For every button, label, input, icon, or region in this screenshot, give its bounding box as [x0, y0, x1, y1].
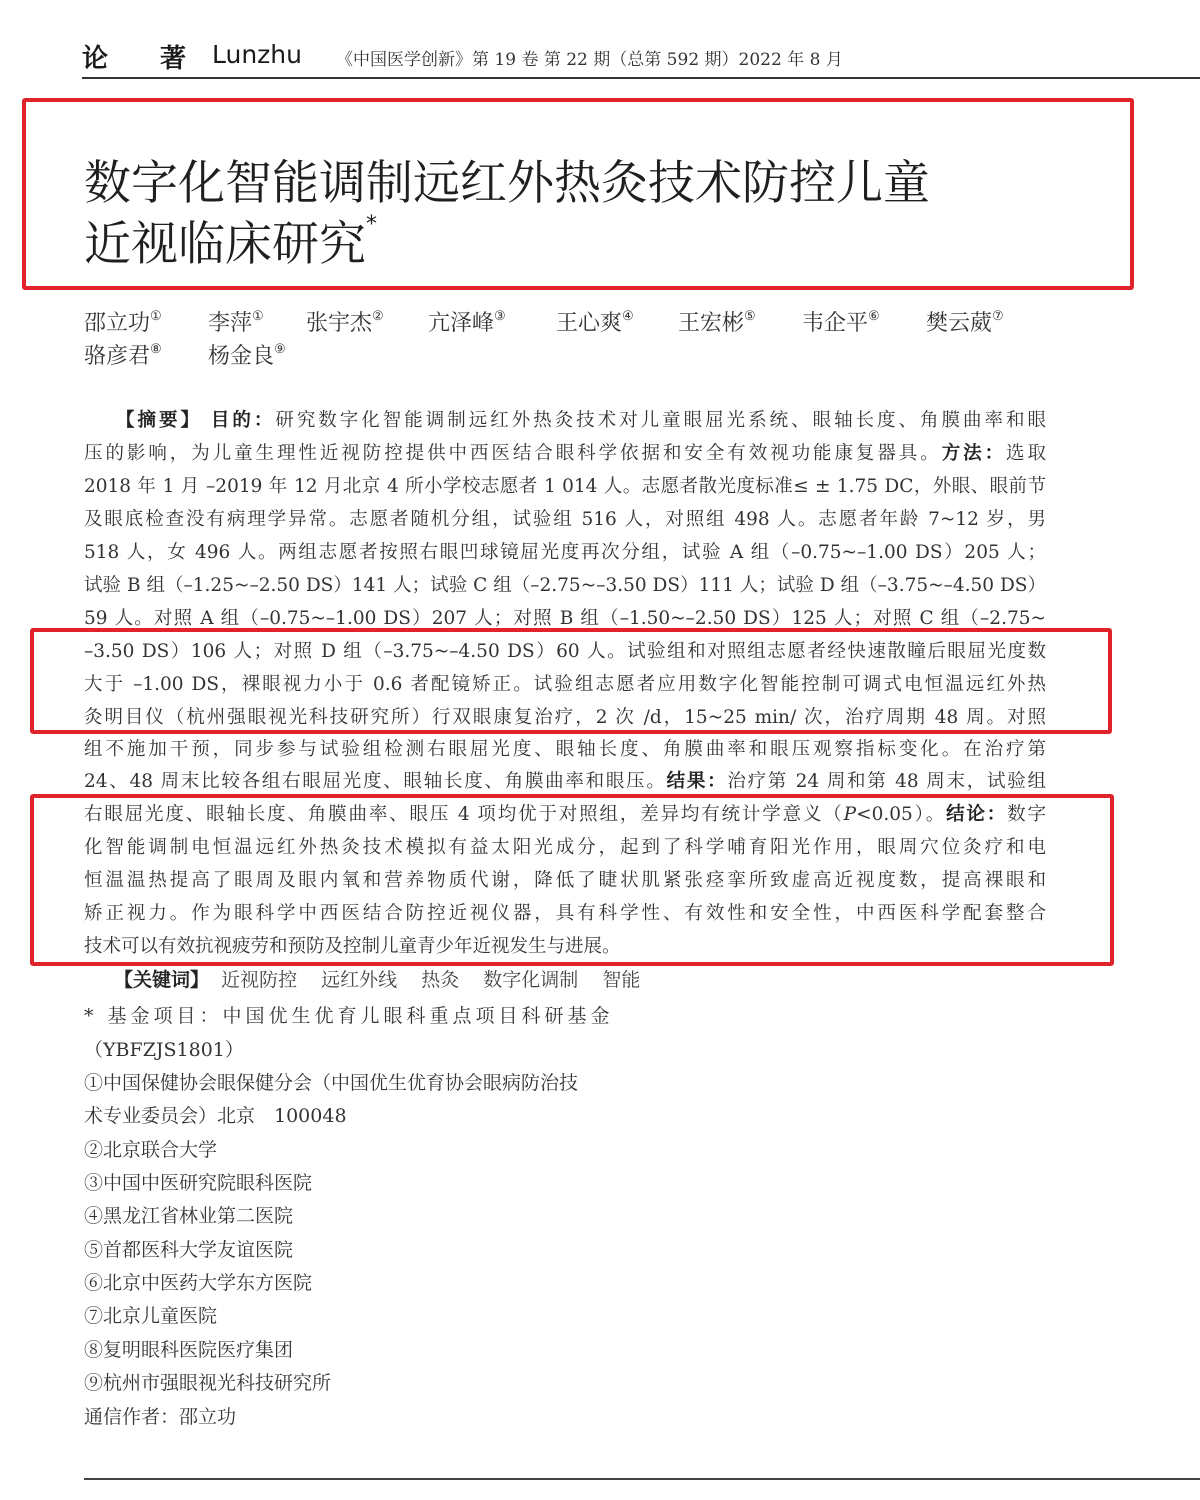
author-name: 骆彦君 [84, 344, 151, 369]
section-label: 论 著 [82, 44, 187, 74]
journal-info: 《中国医学创新》第 19 卷 第 22 期（总第 592 期）2022 年 8 月 [336, 50, 843, 70]
abstract-text: 24、48 周末比较各组右眼屈光度、眼轴长度、角膜曲率和眼压。 [84, 771, 667, 792]
keyword: 数字化调制 [483, 969, 579, 991]
author [208, 339, 286, 370]
results-label: 结果： [666, 771, 728, 792]
author-name: 樊云葳 [926, 311, 993, 336]
conclusion-label: 结论： [946, 804, 1008, 825]
abstract-heading: 【摘要】 [116, 410, 202, 431]
affiliation: ④黑龙江省林业第二医院 [84, 1205, 294, 1227]
keyword: 近视防控 [221, 969, 298, 991]
funding-note: * 基金项目：中国优生优育儿眼科重点项目科研基金 [84, 1005, 614, 1027]
affiliation: ⑥北京中医药大学东方医院 [84, 1272, 313, 1294]
abstract-line [84, 439, 1046, 465]
keyword: 智能 [602, 969, 641, 991]
affiliation: ③中国中医研究院眼科医院 [84, 1172, 313, 1194]
abstract-text: 压的影响，为儿童生理性近视防控提供中西医结合眼科学依据和安全有效视功能康复器具。 [84, 443, 942, 464]
abstract-text: 选取 [1006, 443, 1046, 464]
title-footnote-marker: * [366, 212, 377, 238]
author-affiliation-mark: ④ [622, 308, 634, 324]
abstract-line: –3.50 DS）106 人；对照 D 组（–3.75~–4.50 DS）60 人。试验组和对照组志愿者经快速散瞳后眼屈光度数 [84, 641, 1046, 662]
section-label-latin: Lunzhu [212, 40, 302, 69]
abstract-line: 518 人，女 496 人。两组志愿者按照右眼凹球镜屈光度再次分组，试验 A 组（–0.75~–1.00 DS）205 人； [84, 542, 1046, 563]
author [84, 339, 162, 370]
paper-title-text: 近视临床研究 [84, 217, 366, 272]
abstract-line [84, 767, 1046, 793]
author-affiliation-mark: ① [252, 308, 264, 324]
abstract-line: 矫正视力。作为眼科学中西医结合防控近视仪器，具有科学性、有效性和安全性，中西医科学配套整合 [84, 903, 1046, 924]
author-name: 张宇杰 [306, 311, 373, 336]
author [84, 306, 162, 337]
abstract-text: 研究数字化智能调制远红外热灸技术对儿童眼屈光系统、眼轴长度、角膜曲率和眼 [275, 410, 1046, 431]
affiliation: ⑦北京儿童医院 [84, 1305, 218, 1327]
affiliation: ①中国保健协会眼保健分会（中国优生优育协会眼病防治技 [84, 1072, 579, 1094]
abstract-line [84, 800, 1046, 826]
author [208, 306, 264, 337]
keywords-label: 【关键词】 [114, 969, 210, 991]
affiliation: ②北京联合大学 [84, 1139, 218, 1161]
abstract-text: 数字 [1007, 804, 1046, 825]
abstract-text: 右眼屈光度、眼轴长度、角膜曲率、眼压 4 项均优于对照组，差异均有统计学意义（ [84, 804, 844, 825]
paper-title-line-2 [84, 207, 377, 274]
footer-rule [84, 1478, 1200, 1480]
author [802, 306, 880, 337]
author-name: 韦企平 [802, 311, 869, 336]
paper-title-line-1: 数字化智能调制远红外热灸技术防控儿童 [84, 156, 930, 211]
author-affiliation-mark: ⑤ [744, 308, 756, 324]
abstract-line: 59 人。对照 A 组（–0.75~–1.00 DS）207 人；对照 B 组（–1.50~–2.50 DS）125 人；对照 C 组（–2.75~ [84, 608, 1046, 629]
author-affiliation-mark: ⑧ [150, 341, 162, 357]
affiliation: ⑤首都医科大学友谊医院 [84, 1239, 294, 1261]
keyword: 热灸 [421, 969, 460, 991]
author [926, 306, 1004, 337]
author [306, 306, 384, 337]
corresponding-author: 通信作者：邵立功 [84, 1406, 237, 1428]
affiliation: ⑧复明眼科医院医疗集团 [84, 1339, 294, 1361]
author [428, 306, 506, 337]
abstract-line: 2018 年 1 月 –2019 年 12 月北京 4 所小学校志愿者 1 014 人。志愿者散光度标准≤ ± 1.75 DC，外眼、眼前节 [84, 476, 1046, 497]
author-name: 杨金良 [208, 344, 275, 369]
author-name: 邵立功 [84, 311, 151, 336]
abstract-line: 试验 B 组（–1.25~–2.50 DS）141 人；试验 C 组（–2.75~–3.50 DS）111 人；试验 D 组（–3.75~–4.50 DS） [84, 575, 1046, 596]
author-affiliation-mark: ③ [494, 308, 506, 324]
keyword: 远红外线 [321, 969, 398, 991]
abstract-line: 及眼底检查没有病理学异常。志愿者随机分组，试验组 516 人，对照组 498 人。志愿者年龄 7~12 岁，男 [84, 509, 1046, 530]
abstract-line: 技术可以有效抗视疲劳和预防及控制儿童青少年近视发生与进展。 [84, 936, 621, 957]
abstract-line: 组不施加干预，同步参与试验组检测右眼屈光度、眼轴长度、角膜曲率和眼压观察指标变化。在治疗第 [84, 739, 1046, 760]
abstract-line: 化智能调制电恒温远红外热灸技术模拟有益太阳光成分，起到了科学哺育阳光作用，眼周穴位灸疗和电 [84, 837, 1046, 858]
abstract-line [116, 406, 1046, 432]
author-affiliation-mark: ⑨ [274, 341, 286, 357]
author-name: 王宏彬 [678, 311, 745, 336]
p-value-symbol: P [843, 804, 857, 825]
author-affiliation-mark: ② [372, 308, 384, 324]
author-name: 亢泽峰 [428, 311, 495, 336]
affiliation: ⑨杭州市强眼视光科技研究所 [84, 1372, 332, 1394]
author-affiliation-mark: ① [150, 308, 162, 324]
author [678, 306, 756, 337]
abstract-line: 恒温温热提高了眼周及眼内氧和营养物质代谢，降低了睫状肌紧张痉挛所致虚高近视度数，提高裸眼和 [84, 870, 1046, 891]
abstract-text: 治疗第 24 周和第 48 周末，试验组 [727, 771, 1046, 792]
funding-note-code: （YBFZJS1801） [84, 1039, 244, 1061]
objective-label: 目的： [210, 410, 276, 431]
abstract-text: <0.05）。 [856, 804, 947, 825]
affiliation: 术专业委员会）北京 100048 [84, 1105, 347, 1127]
author-affiliation-mark: ⑦ [992, 308, 1004, 324]
author-name: 李萍 [208, 311, 253, 336]
abstract-line: 大于 –1.00 DS，裸眼视力小于 0.6 者配镜矫正。试验组志愿者应用数字化智能控制可调式电恒温远红外热 [84, 674, 1046, 695]
author-name: 王心爽 [556, 311, 623, 336]
keywords [114, 965, 640, 992]
author-affiliation-mark: ⑥ [868, 308, 880, 324]
abstract-line: 灸明目仪（杭州强眼视光科技研究所）行双眼康复治疗，2 次 /d，15~25 min/ 次，治疗周期 48 周。对照 [84, 707, 1046, 728]
author [556, 306, 634, 337]
methods-label: 方法： [941, 443, 1007, 464]
header-rule [82, 77, 1200, 79]
